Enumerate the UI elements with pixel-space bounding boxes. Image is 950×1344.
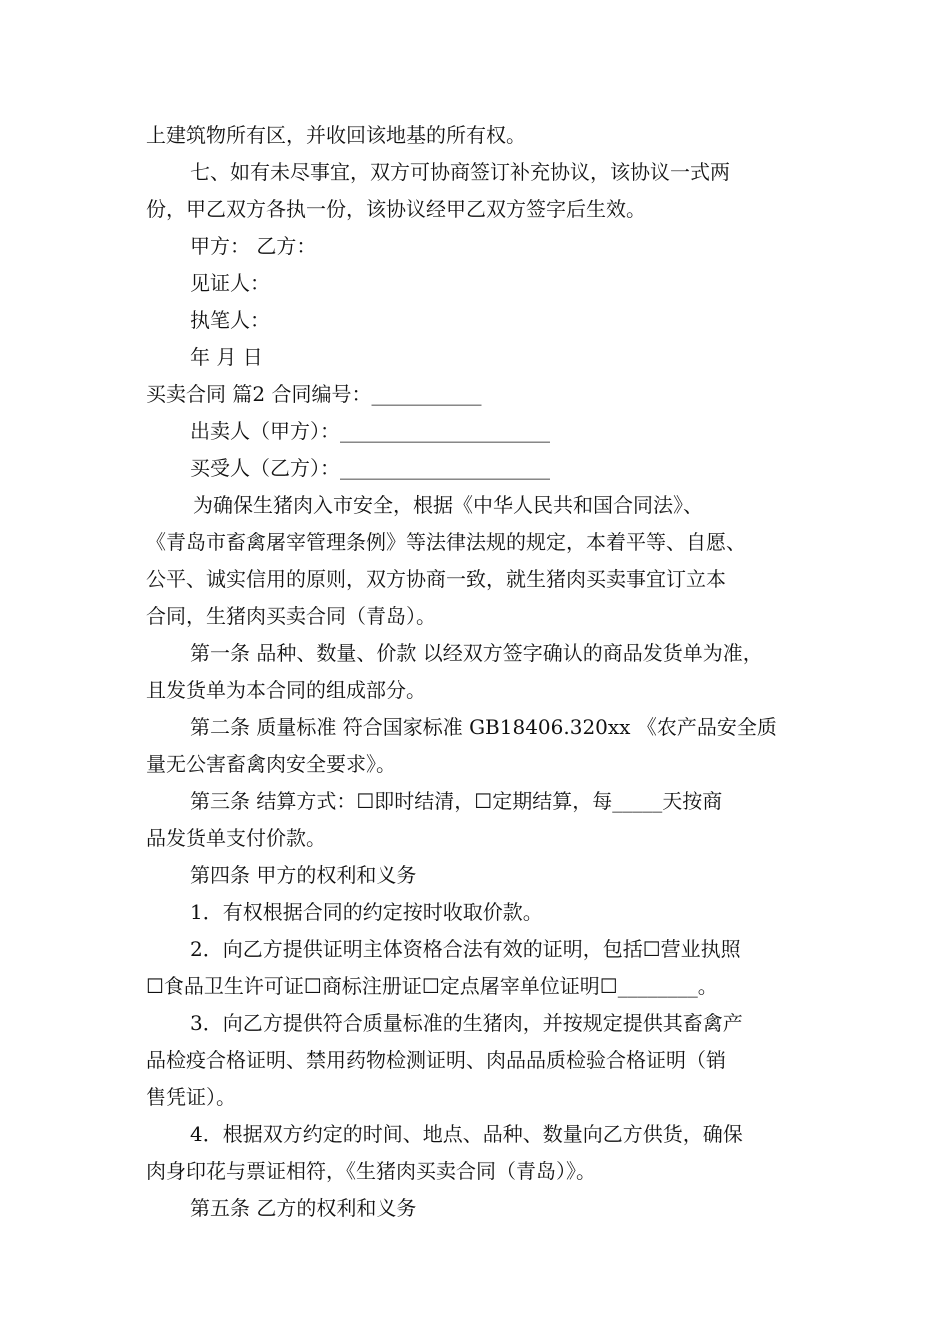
text-line: 售凭证）。 [146, 1085, 236, 1109]
article-2-line: 第二条 质量标准 符合国家标准 GB18406.320xx 《农产品安全质 [190, 715, 777, 739]
article-1-line: 第一条 品种、数量、价款 以经双方签字确认的商品发货单为准， [190, 641, 763, 665]
text-line: 肉身印花与票证相符，《生猪肉买卖合同（青岛）》。 [146, 1159, 596, 1183]
list-item: 4．根据双方约定的时间、地点、品种、数量向乙方供货，确保 [190, 1122, 743, 1146]
text-line: 合同，生猪肉买卖合同（青岛）。 [146, 604, 436, 628]
buyer-line: 买受人（乙方）：_____________________ [190, 456, 550, 480]
contract-heading: 买卖合同 篇2 合同编号：___________ [146, 382, 482, 406]
text-line: 为确保生猪肉入市安全，根据《中华人民共和国合同法》、 [193, 493, 703, 517]
text-line: 且发货单为本合同的组成部分。 [146, 678, 426, 702]
article-3-line: 第三条 结算方式：☐即时结清，☐定期结算，每_____天按商 [190, 789, 723, 813]
list-item: 3．向乙方提供符合质量标准的生猪肉，并按规定提供其畜禽产 [190, 1011, 743, 1035]
text-line: 品检疫合格证明、禁用药物检测证明、肉品品质检验合格证明（销 [146, 1048, 726, 1072]
text-line: ☐食品卫生许可证☐商标注册证☐定点屠宰单位证明☐________。 [146, 974, 718, 998]
date-line: 年 月 日 [190, 345, 263, 369]
text-line: 公平、诚实信用的原则，双方协商一致，就生猪肉买卖事宜订立本 [146, 567, 726, 591]
article-5-heading: 第五条 乙方的权利和义务 [190, 1196, 417, 1220]
seller-line: 出卖人（甲方）：_____________________ [190, 419, 550, 443]
text-line: 上建筑物所有区，并收回该地基的所有权。 [146, 123, 526, 147]
text-line: 《青岛市畜禽屠宰管理条例》等法律法规的规定，本着平等、自愿、 [146, 530, 746, 554]
text-line: 量无公害畜禽肉安全要求》。 [146, 752, 396, 776]
writer-line: 执笔人： [190, 308, 270, 332]
signature-parties-line: 甲方： 乙方： [190, 234, 317, 258]
article-4-heading: 第四条 甲方的权利和义务 [190, 863, 417, 887]
list-item: 2．向乙方提供证明主体资格合法有效的证明，包括☐营业执照 [190, 937, 741, 961]
text-line: 七、如有未尽事宜，双方可协商签订补充协议，该协议一式两 [190, 160, 730, 184]
witness-line: 见证人： [190, 271, 270, 295]
text-line: 品发货单支付价款。 [146, 826, 326, 850]
text-line: 份，甲乙双方各执一份，该协议经甲乙双方签字后生效。 [146, 197, 646, 221]
list-item: 1．有权根据合同的约定按时收取价款。 [190, 900, 543, 924]
